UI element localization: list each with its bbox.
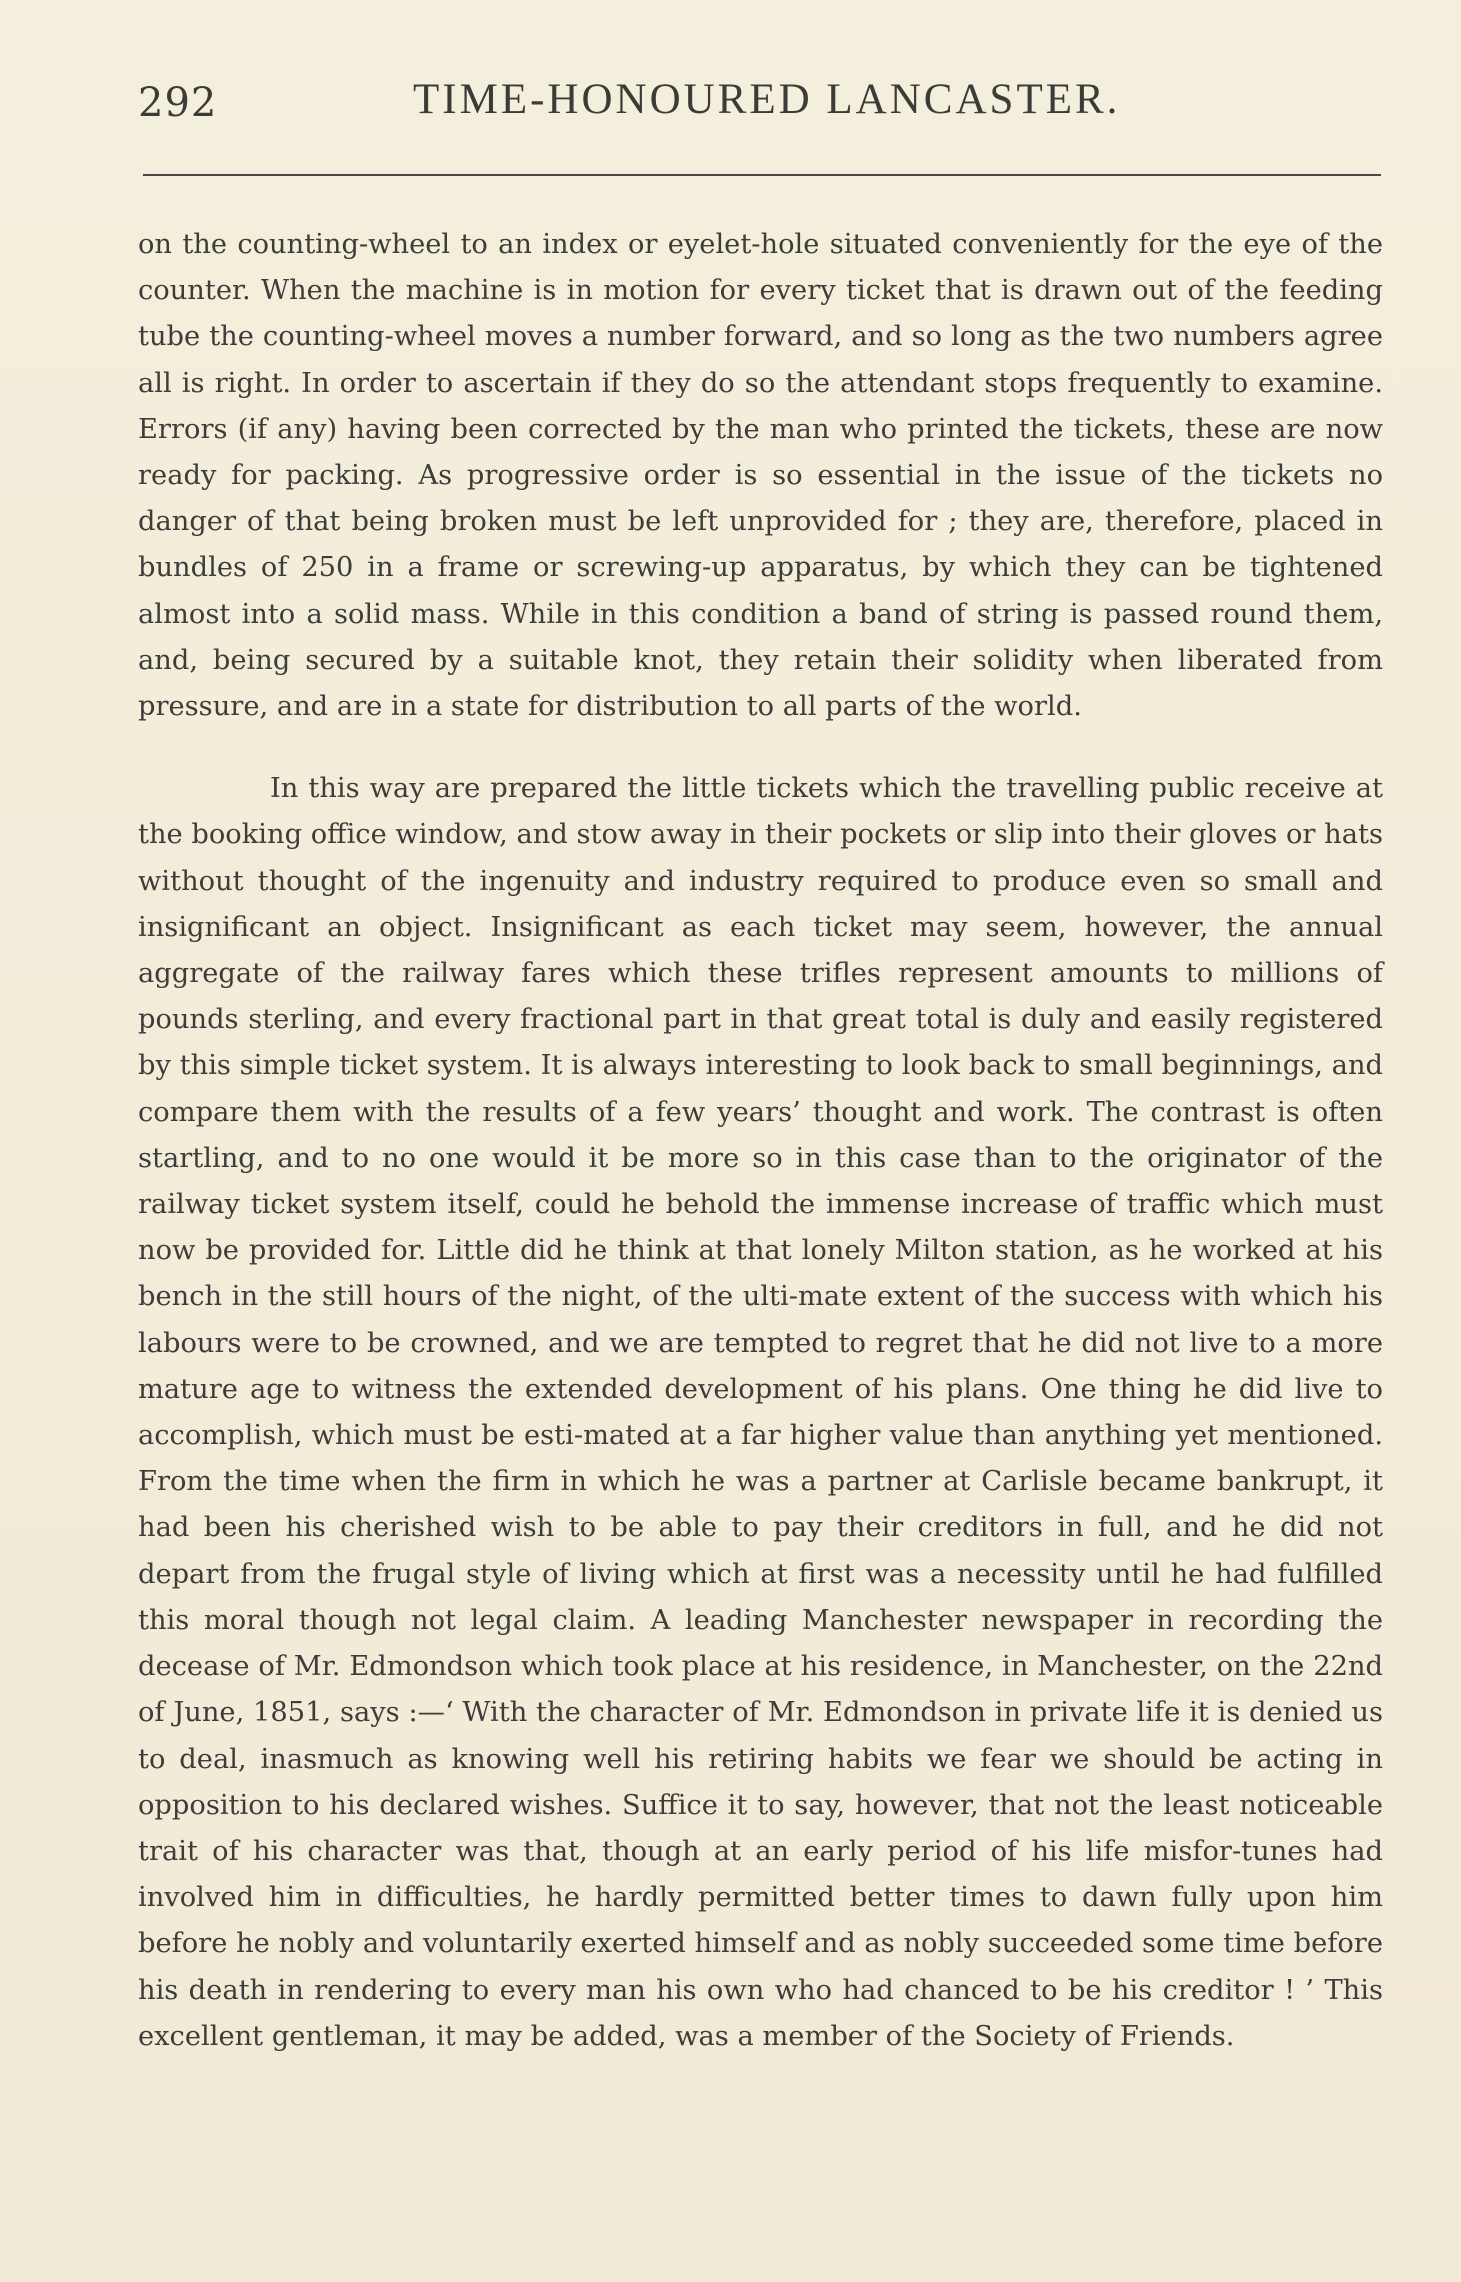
header-rule: [143, 174, 1381, 176]
paragraph-1: on the counting-wheel to an index or eyelet-hole situated conveniently for the eye of the counter. When the machine is in motion for every ticket that is drawn out of the feeding tube the counting-wheel moves a number forward, and so long as the two numbers agree all is right. In order to ascertain if they do so the attendant stops frequently to examine. Errors (if any) having been corrected by the man who printed the tickets, these are now ready for packing. As progressive order is so essential in the issue of the tickets no danger of that being broken must be left unprovided for ; they are, therefore, placed in bundles of 250 in a frame or screwing-up apparatus, by which they can be tightened almost into a solid mass. While in this condition a band of string is passed round them, and, being secured by a suitable knot, they retain their solidity when liberated from pressure, and are in a state for distribution to all parts of the world.: [138, 229, 1383, 723]
body-text: [138, 222, 1383, 2060]
paragraph-2: In this way are prepared the little tickets which the travelling public receive at the booking office window, and stow away in their pockets or slip into their gloves or hats without thought of the ingenuity and industry required to produce even so small and insignificant an object. Insignificant as each ticket may seem, however, the annual aggregate of the railway fares which these trifles represent amounts to millions of pounds sterling, and every fractional part in that great total is duly and easily registered by this simple ticket system. It is always interesting to look back to small beginnings, and compare them with the results of a few years’ thought and work. The contrast is often startling, and to no one would it be more so in this case than to the originator of the railway ticket system itself, could he behold the immense increase of traffic which must now be provided for. Little did he think at that lonely Milton station, as he worked at his bench in the still hours of the night, of the ulti-mate extent of the success with which his labours were to be crowned, and we are tempted to regret that he did not live to a more mature age to witness the extended development of his plans. One thing he did live to accomplish, which must be esti-mated at a far higher value than anything yet mentioned. From the time when the firm in which he was a partner at Carlisle became bankrupt, it had been his cherished wish to be able to pay their creditors in full, and he did not depart from the frugal style of living which at first was a necessity until he had fulfilled this moral though not legal claim. A leading Manchester newspaper in recording the decease of Mr. Edmondson which took place at his residence, in Manchester, on the 22nd of June, 1851, says :—‘ With the character of Mr. Edmondson in private life it is denied us to deal, inasmuch as knowing well his retiring habits we fear we should be acting in opposition to his declared wishes. Suffice it to say, however, that not the least noticeable trait of his character was that, though at an early period of his life misfor-tunes had involved him in difficulties, he hardly permitted better times to dawn fully upon him before he nobly and voluntarily exerted himself and as nobly succeeded some time before his death in rendering to every man his own who had chanced to be his creditor ! ’ This excellent gentleman, it may be added, was a member of the Society of Friends.: [138, 773, 1383, 2052]
page-number: 292: [138, 80, 218, 126]
running-title: TIME-HONOURED LANCASTER.: [413, 76, 1121, 123]
page-header: [138, 72, 1383, 132]
